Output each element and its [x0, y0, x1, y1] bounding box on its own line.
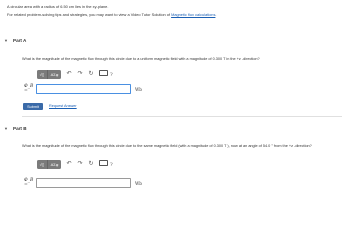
part-b-toolbar — [37, 159, 113, 170]
undo-icon[interactable]: ↶ — [66, 161, 72, 167]
part-a-title: Part A — [13, 37, 27, 43]
part-a-unit: Wb — [135, 86, 142, 92]
part-a-answer-input[interactable] — [36, 84, 131, 94]
help-icon[interactable]: ? — [110, 71, 113, 78]
tutor-suffix: . — [215, 12, 217, 17]
part-b-answer-input[interactable] — [36, 178, 131, 188]
part-b-answer-row — [24, 178, 142, 188]
greek-symbols-button[interactable]: ΑΣφ — [47, 160, 61, 169]
reset-icon[interactable]: ↻ — [88, 161, 94, 167]
problem-intro — [7, 4, 343, 17]
keyboard-icon[interactable] — [99, 160, 105, 170]
redo-icon[interactable]: ↷ — [77, 71, 83, 77]
video-tutor-link[interactable]: Magnetic flux calculations — [171, 12, 216, 17]
phi-b-label: Φ_B = — [24, 178, 34, 188]
part-b-unit: Wb — [135, 180, 142, 186]
tutor-line — [7, 12, 343, 17]
tutor-prefix: For related problem-solving tips and strategies, you may want to view a Video Tutor Solution of — [7, 12, 172, 17]
template-button-group — [37, 70, 61, 79]
keyboard-icon[interactable] — [99, 70, 105, 80]
request-answer-link[interactable]: Request Answer — [49, 104, 77, 108]
part-b-header[interactable] — [4, 124, 27, 132]
part-b-title: Part B — [13, 125, 27, 131]
math-template-button[interactable]: √▯ — [39, 162, 45, 167]
undo-icon[interactable]: ↶ — [66, 71, 72, 77]
submit-button[interactable]: Submit — [23, 103, 43, 110]
collapse-caret-icon[interactable]: ▼ — [4, 37, 8, 43]
part-a-question: What is the magnitude of the magnetic flux through this circle due to a uniform magnetic field with a magnitude of 0.300 T in the +z -direction? — [22, 57, 260, 61]
collapse-caret-icon[interactable]: ▼ — [4, 125, 8, 131]
greek-symbols-button[interactable]: ΑΣφ — [47, 70, 61, 79]
phi-b-label: Φ_B = — [24, 84, 34, 94]
reset-icon[interactable]: ↻ — [88, 71, 94, 77]
template-button-group — [37, 160, 61, 169]
part-b-question: What is the magnitude of the magnetic flux through this circle due to the same magnetic field (with a magnitude of 0.300 T ), now at an angle of 54.0 ° from the +z -direction? — [22, 144, 312, 148]
part-divider — [22, 116, 342, 117]
intro-text: A circular area with a radius of 6.50 cm lies in the xy-plane. — [7, 4, 109, 9]
redo-icon[interactable]: ↷ — [77, 161, 83, 167]
part-a-header[interactable] — [4, 36, 26, 44]
part-a-answer-row — [24, 84, 142, 94]
math-template-button[interactable]: √▯ — [39, 72, 45, 77]
part-a-toolbar — [37, 69, 113, 80]
help-icon[interactable]: ? — [110, 161, 113, 168]
